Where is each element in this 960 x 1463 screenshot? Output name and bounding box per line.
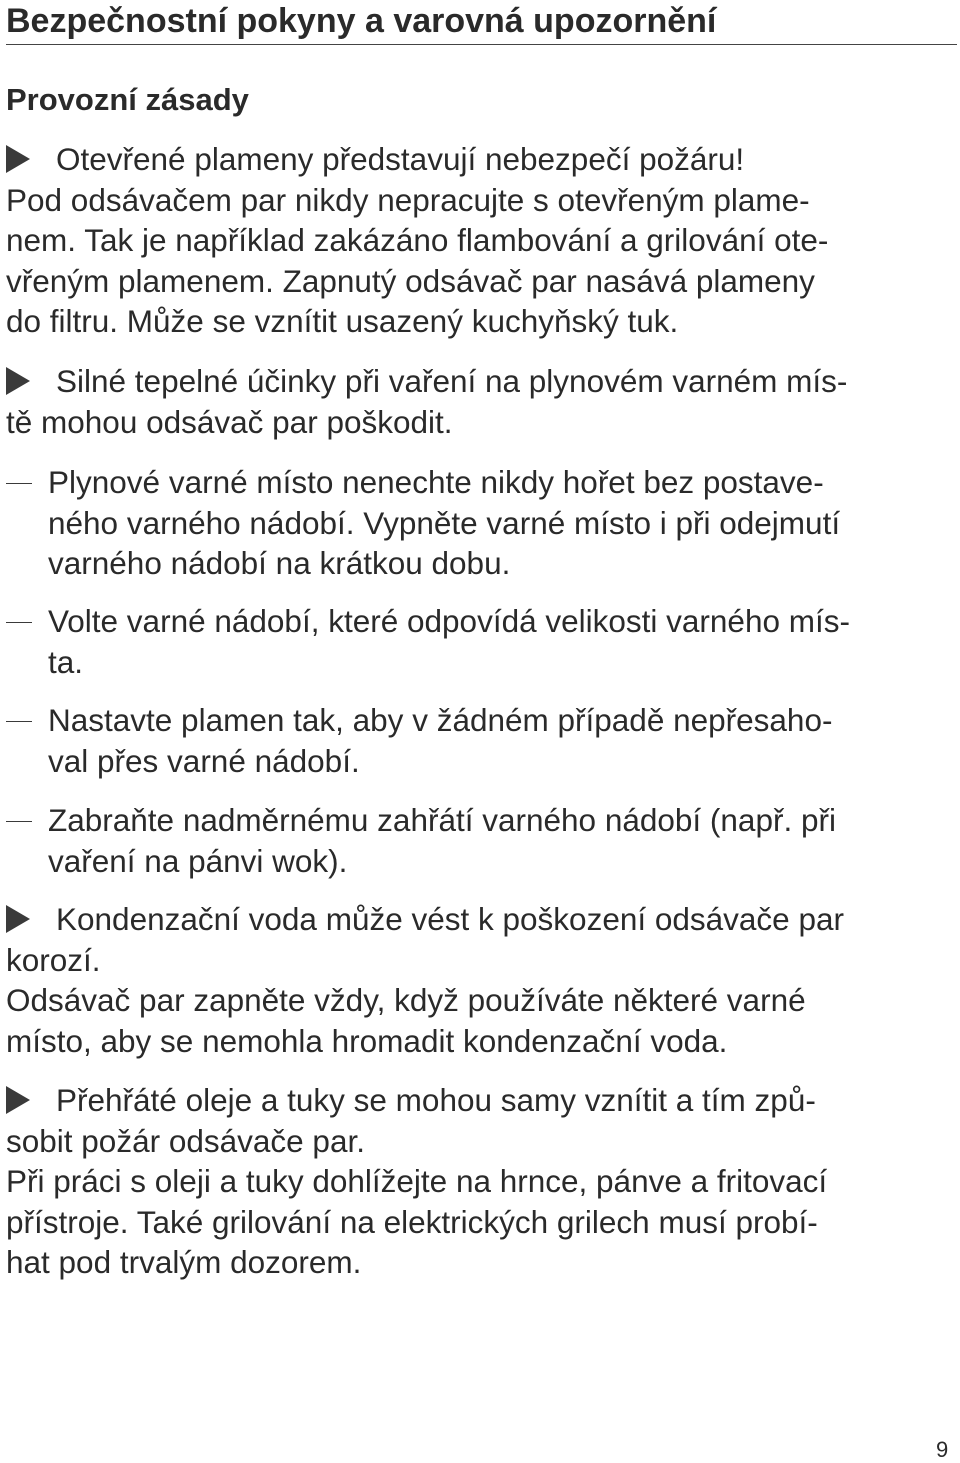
warning-overheated-oil: Přehřáté oleje a tuky se mohou samy vznítit a tím způ- sobit požár odsávače par. Při práci s oleji a tuky dohlížejte na hrnce, pánve a fritovací přístroje. Také grilování na elektrických grilech musí probí- hat pod trvalým dozorem. <box>6 1082 828 1281</box>
warning-arrow-icon <box>6 1086 30 1114</box>
dash-bullet <box>6 721 32 722</box>
manual-page: Bezpečnostní pokyny a varovná upozornění Provozní zásady Otevřené plameny představují nebezpečí požáru! Pod odsávačem par nikdy nepracujte s otevřeným plame- nem. Tak je například zakázáno flambování a grilování ote- vřeným plamenem. Zapnutý odsávač par nasává plameny do filtru. Může se vznítit usazený kuchyňský tuk. Silné tepelné účinky při vaření na plynovém varném mís- tě mohou odsávač par poškodit. Plynové varné místo nenechte nikdy hořet bez postave- ného varného nádobí. Vypněte varné místo i při odejmutí varného nádobí na krátkou dobu. Volte varné nádobí, které odpovídá velikosti varného mís- ta. Nastavte plamen tak, aby v žádném případě nepřesaho- val přes varné nádobí. Zabraňte nadměrnému zahřátí varného nádobí (např. při vaření na pánvi wok). Kondenzační voda může vést k poškození odsávače par korozí. Odsávač par zapněte vždy, když používáte některé varné místo, aby se nemohla hromadit kondenzační voda. Přehřáté oleje a tuky se mohou samy vznítit a tím způ- sobit požár odsávače par. Při práci s oleji a tuky dohlížejte na hrnce, pánve a fritovací přístroje. Také grilování na elektrických grilech musí probí- hat pod trvalým dozorem. 9 <box>0 0 960 1463</box>
warning-arrow-icon <box>6 905 30 933</box>
warning-gas-heat: Silné tepelné účinky při vaření na plynovém varném mís- tě mohou odsávač par poškodit. <box>6 363 848 440</box>
page-title: Bezpečnostní pokyny a varovná upozornění <box>6 2 717 40</box>
page-number: 9 <box>936 1437 949 1462</box>
header-divider <box>6 44 957 45</box>
warning-arrow-icon <box>6 145 30 173</box>
dash-bullet <box>6 622 32 623</box>
dash-bullet <box>6 821 32 822</box>
warning-condensation: Kondenzační voda může vést k poškození odsávače par korozí. Odsávač par zapněte vždy, když používáte některé varné místo, aby se nemohla hromadit kondenzační voda. <box>6 901 844 1059</box>
section-heading: Provozní zásady <box>6 82 249 117</box>
warning-fire-open-flames: Otevřené plameny představují nebezpečí požáru! Pod odsávačem par nikdy nepracujte s otevřeným plame- nem. Tak je například zakázáno flambování a grilování ote- vřeným plamenem. Zapnutý odsávač par nasává plameny do filtru. Může se vznítit usazený kuchyňský tuk. <box>6 141 829 340</box>
dash-bullet <box>6 483 32 484</box>
warning-arrow-icon <box>6 367 30 395</box>
